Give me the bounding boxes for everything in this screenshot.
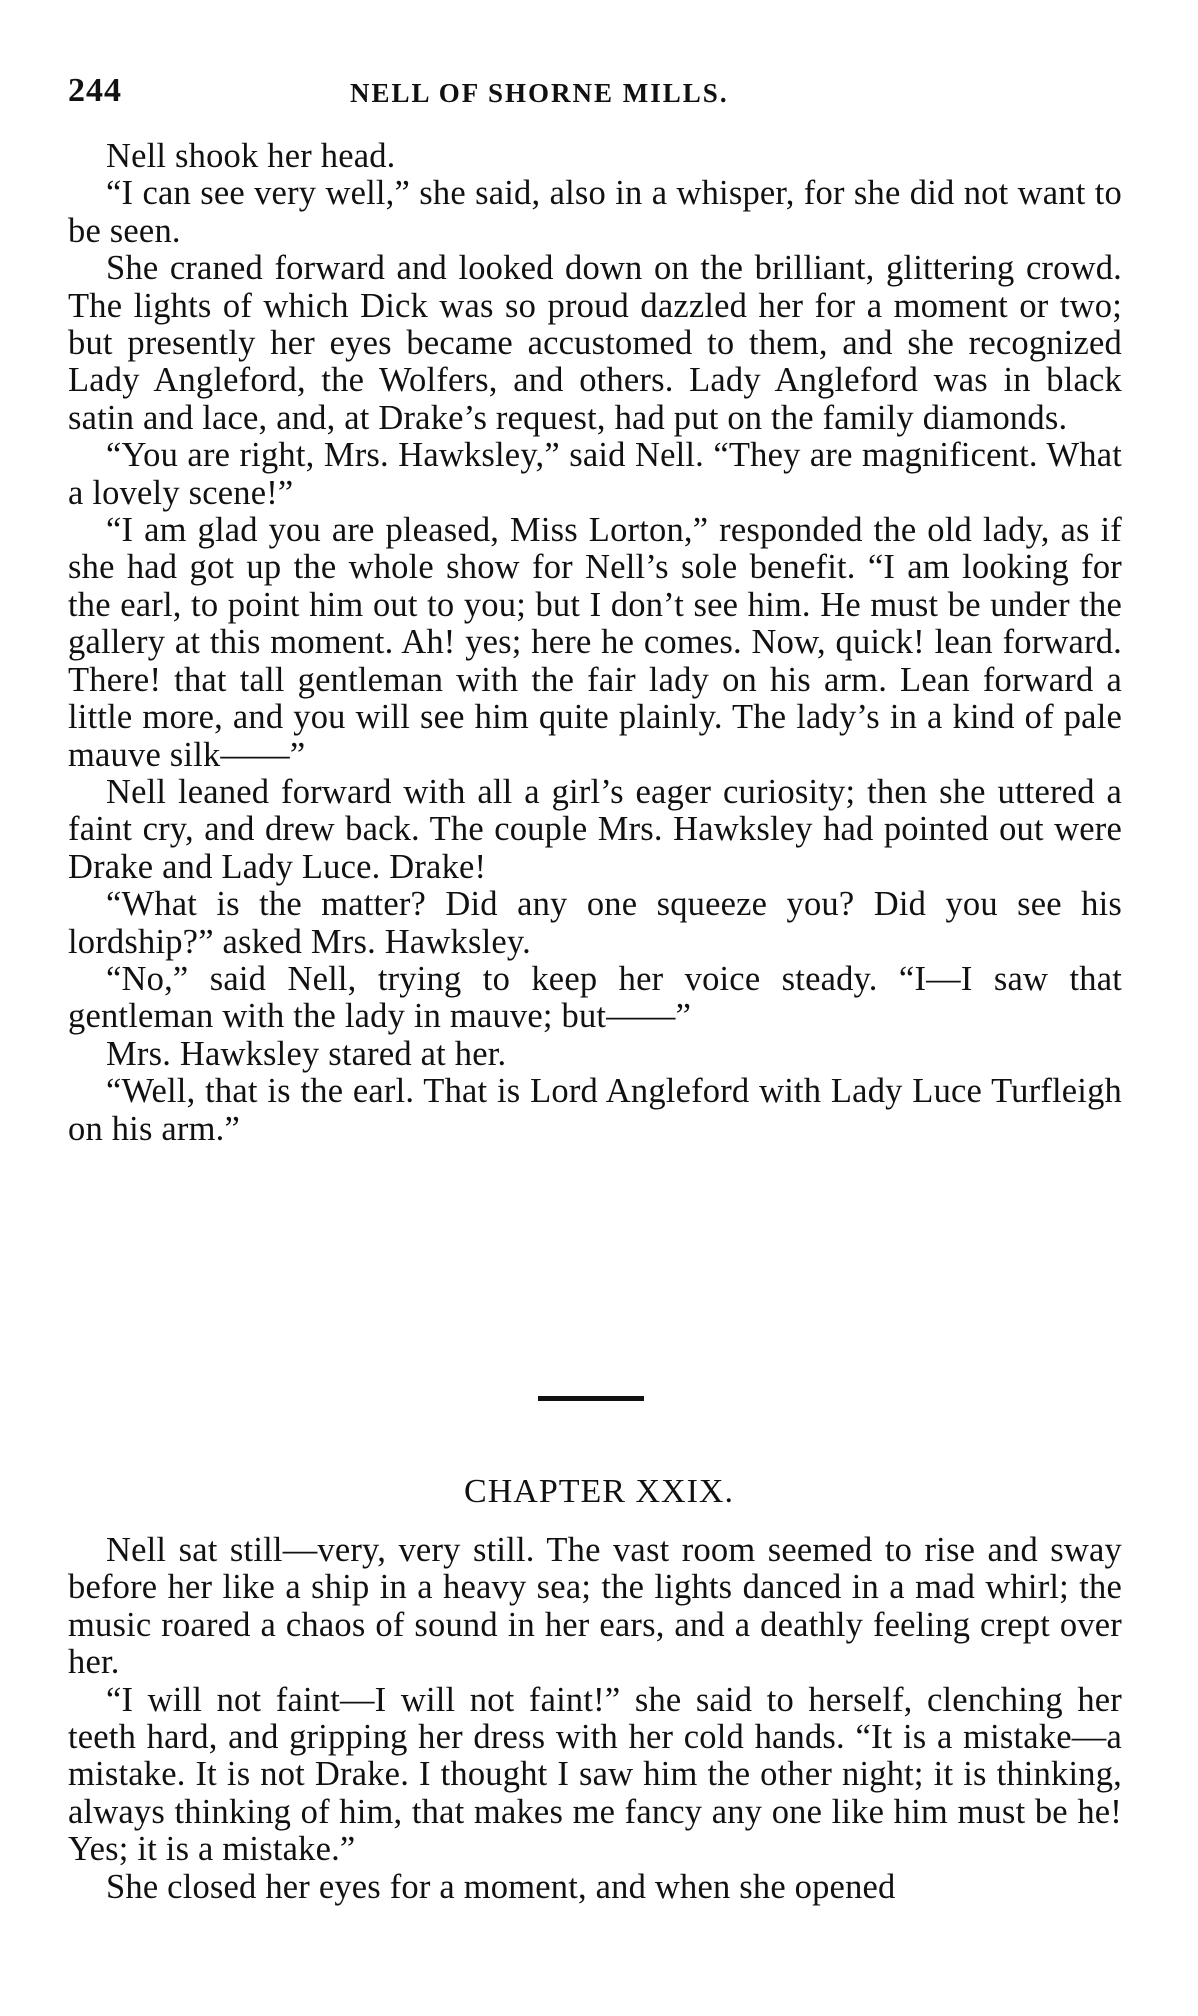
paragraph: “You are right, Mrs. Hawksley,” said Nell. “They are magnificent. What a lovely scene!” (68, 436, 1122, 512)
paragraph: “No,” said Nell, trying to keep her voice steady. “I—I saw that gentleman with the lady in mauve; but——” (68, 959, 1122, 1036)
page-number: 244 (68, 72, 122, 109)
paragraph: She craned forward and looked down on the brilliant, glittering crowd. The lights of which Dick was so proud dazzled her for a moment or two; but presently her eyes became accustomed to them, and she recognized Lady Angleford, the Wolfers, and others. Lady Angleford was in black satin and lace, and, at Drake’s request, had put on the family diamonds. (68, 249, 1122, 437)
paragraph: “I can see very well,” she said, also in a whisper, for she did not want to be seen. (68, 174, 1122, 250)
section-divider (538, 1396, 644, 1401)
paragraph: “What is the matter? Did any one squeeze you? Did you see his lordship?” asked Mrs. Hawksley. (68, 885, 1122, 961)
running-title: NELL OF SHORNE MILLS. (350, 78, 729, 108)
body-text (68, 138, 1122, 1148)
paragraph: “Well, that is the earl. That is Lord Angleford with Lady Luce Turfleigh on his arm.” (68, 1072, 1122, 1148)
paragraph: Nell leaned forward with all a girl’s eager curiosity; then she uttered a faint cry, and drew back. The couple Mrs. Hawksley had pointed out were Drake and Lady Luce. Drake! (68, 772, 1122, 886)
paragraph: “I will not faint—I will not faint!” she said to herself, clenching her teeth hard, and gripping her dress with her cold hands. “It is a mistake—a mistake. It is not Drake. I thought I saw him the other night; it is thinking, always thinking of him, that makes me fancy any one like him must be he! Yes; it is a mistake.” (68, 1680, 1122, 1869)
page-header (68, 72, 1122, 116)
paragraph: Nell shook her head. (106, 137, 396, 175)
chapter-text (68, 1532, 1122, 1906)
paragraph: Nell sat still—very, very still. The vast room seemed to rise and sway before her like a ship in a heavy sea; the lights danced in a mad whirl; the music roared a chaos of sound in her ears, and a deathly feeling crept over her. (68, 1531, 1122, 1682)
paragraph: “I am glad you are pleased, Miss Lorton,” responded the old lady, as if she had got up the whole show for Nell’s sole benefit. “I am looking for the earl, to point him out to you; but I don’t see him. He must be under the gallery at this moment. Ah! yes; here he comes. Now, quick! lean forward. There! that tall gentleman with the fair lady on his arm. Lean forward a little more, and you will see him quite plainly. The lady’s in a kind of pale mauve silk——” (68, 511, 1122, 774)
paragraph: She closed her eyes for a moment, and when she opened (106, 1867, 896, 1906)
chapter-title: CHAPTER XXIX. (464, 1473, 734, 1510)
paragraph: Mrs. Hawksley stared at her. (106, 1034, 507, 1073)
